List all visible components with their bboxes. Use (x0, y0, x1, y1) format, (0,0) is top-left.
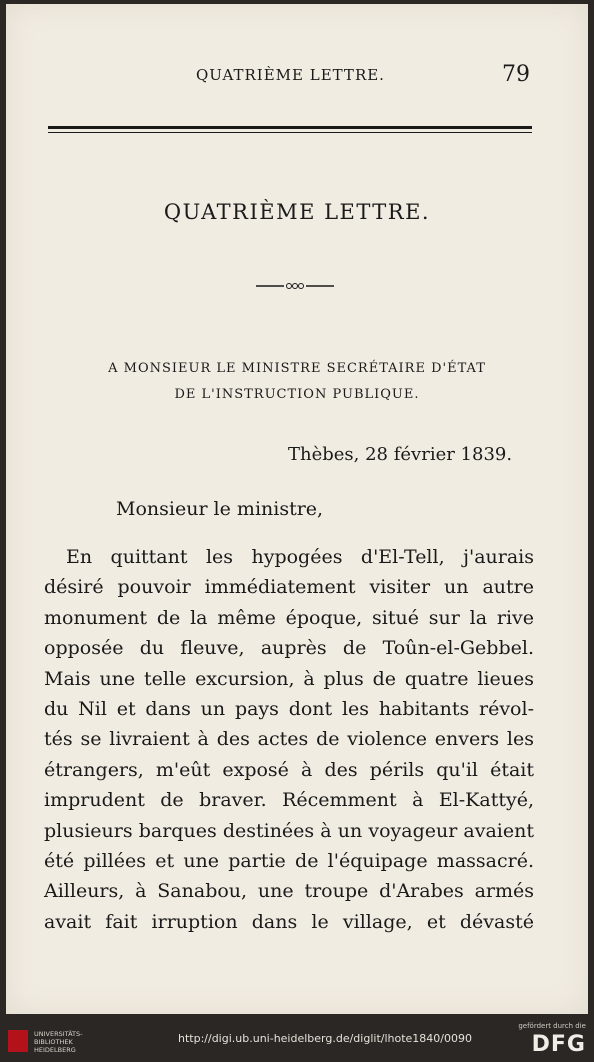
address-line: A MONSIEUR LE MINISTRE SECRÉTAIRE D'ÉTAT (108, 361, 486, 376)
body-line: Mais une telle excursion, à plus de quatre lieues (44, 667, 534, 690)
body-line: monument de la même époque, situé sur la rive (44, 606, 534, 629)
chapter-title: QUATRIÈME LETTRE. (163, 200, 431, 224)
funding-caption: gefördert durch die (518, 1022, 586, 1030)
letter-address (6, 356, 588, 408)
book-page (6, 4, 588, 1014)
running-header: QUATRIÈME LETTRE. (196, 66, 385, 84)
body-line: du Nil et dans un pays dont les habitants révol- (44, 698, 534, 721)
salutation: Monsieur le ministre, (116, 498, 324, 520)
library-logo-text: UNIVERSITÄTS- BIBLIOTHEK HEIDELBERG (34, 1030, 83, 1054)
page-number: 79 (502, 62, 530, 87)
body-line: désiré pouvoir immédiatement visiter un autre (44, 576, 534, 599)
body-line: opposée du fleuve, auprès de Toûn-el-Gebbel. (44, 637, 534, 660)
ornament-divider (256, 280, 334, 292)
body-line: Ailleurs, à Sanabou, une troupe d'Arabes armés (44, 880, 534, 903)
body-text (44, 542, 534, 937)
dfg-wordmark: DFG (531, 1032, 586, 1057)
viewer-footer (0, 1018, 594, 1062)
body-line: tés se livraient à des actes de violence envers les (44, 728, 534, 751)
address-line: DE L'INSTRUCTION PUBLIQUE. (174, 387, 420, 402)
header-rule-thick (48, 126, 532, 129)
header-rule-thin (48, 132, 532, 133)
library-logo-mark (8, 1030, 28, 1052)
body-line: imprudent de braver. Récemment à El-Kattyé, (44, 789, 534, 812)
library-logo[interactable] (8, 1026, 118, 1058)
body-line: avait fait irruption dans le village, et dévasté (44, 910, 534, 933)
dateline: Thèbes, 28 février 1839. (288, 444, 513, 465)
body-line: étrangers, m'eût exposé à des périls qu'il était (44, 758, 534, 781)
body-line: été pillées et une partie de l'équipage massacré. (44, 850, 534, 873)
permalink-url[interactable]: http://digi.ub.uni-heidelberg.de/diglit/lhote1840/0090 (178, 1032, 472, 1045)
body-line: plusieurs barques destinées à un voyageur avaient (44, 819, 534, 842)
dfg-logo[interactable] (506, 1022, 586, 1058)
body-line: En quittant les hypogées d'El-Tell, j'aurais (66, 546, 534, 568)
